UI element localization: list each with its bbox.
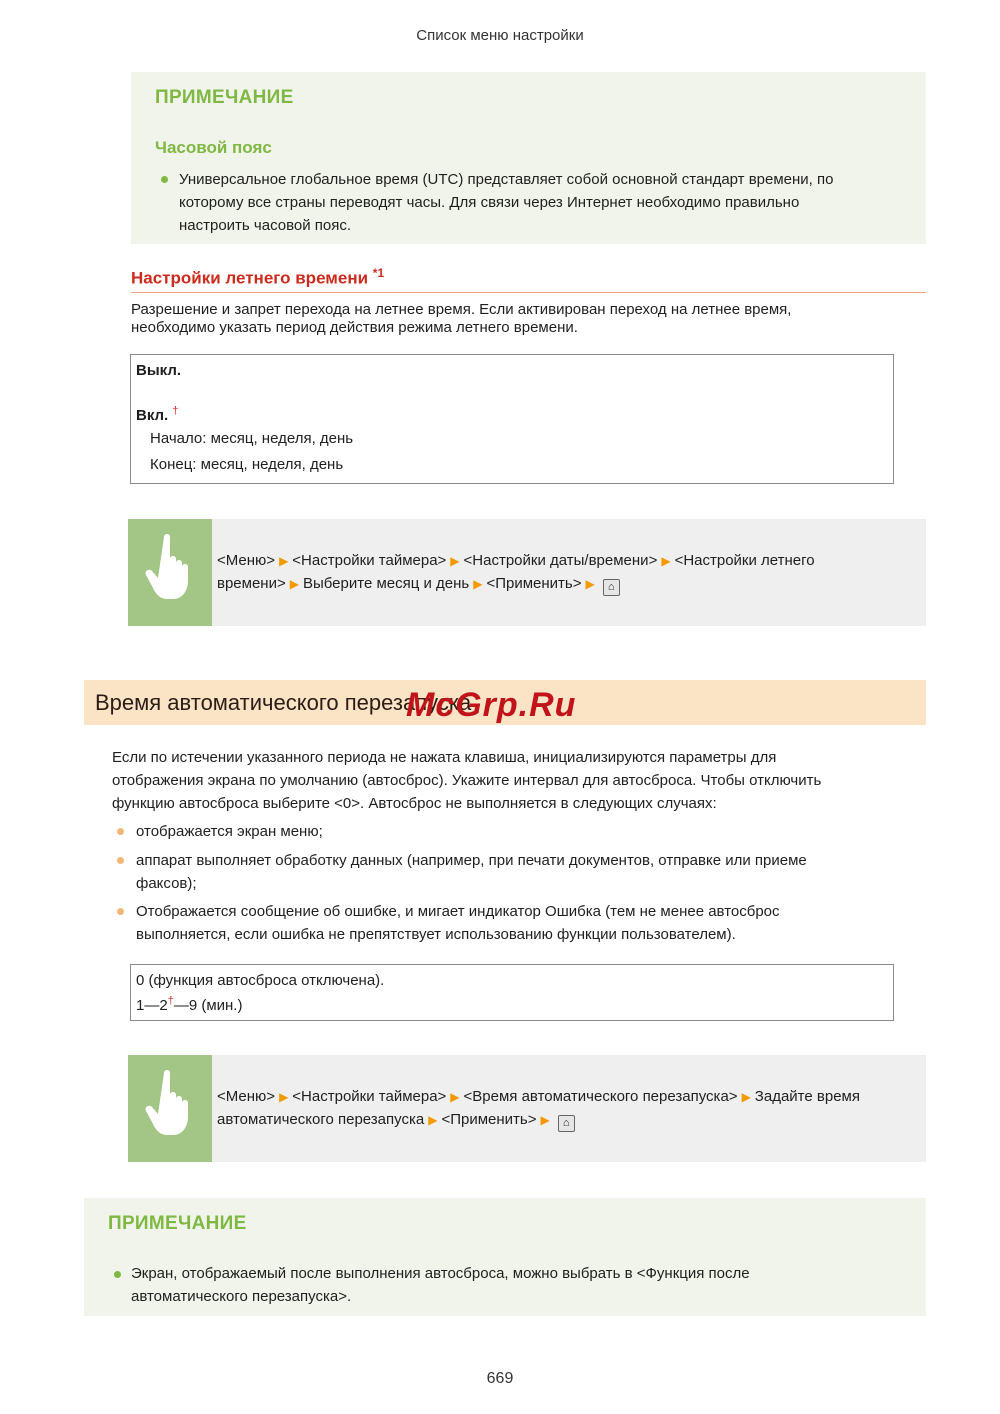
procedure-line: [217, 1108, 575, 1132]
section-rule: [131, 292, 926, 293]
note-title: ПРИМЕЧАНИЕ: [108, 1213, 247, 1234]
bullet-dot: [114, 1271, 121, 1278]
arrow-icon: ▶: [279, 554, 289, 568]
running-header: Список меню настройки: [416, 27, 584, 44]
home-icon: ⌂: [558, 1115, 575, 1132]
path-menu: <Меню>: [217, 1088, 276, 1105]
dst-desc-line: Разрешение и запрет перехода на летнее время. Если активирован переход на летнее время,: [131, 301, 792, 318]
section-title-text: Настройки летнего времени: [131, 268, 369, 288]
autoreset-bullet: аппарат выполняет обработку данных (например, при печати документов, отправке или приеме: [136, 852, 807, 869]
autoreset-intro-line: Если по истечении указанного периода не нажата клавиша, инициализируются параметры для: [112, 749, 777, 766]
bullet-dot: [117, 828, 124, 835]
path-timer: <Настройки таймера>: [292, 1088, 447, 1105]
dst-options-box: [130, 354, 894, 484]
footnote-marker: *1: [372, 266, 385, 280]
procedure-box-dst: [128, 519, 926, 626]
autoreset-bullet: отображается экран меню;: [136, 823, 323, 840]
note-text-line: Экран, отображаемый после выполнения автосброса, можно выбрать в <Функция после: [131, 1265, 750, 1282]
range-end: —9 (мин.): [173, 997, 243, 1014]
path-dst: <Настройки летнего: [674, 552, 815, 569]
arrow-icon: ▶: [661, 554, 671, 568]
hand-pointer-svg: [128, 519, 212, 626]
section-title-autoreset: Время автоматического перезапуска: [95, 690, 472, 715]
path-timer: <Настройки таймера>: [292, 552, 447, 569]
note-text-line: которому все страны переводят часы. Для связи через Интернет необходимо правильно: [179, 194, 800, 211]
note-title: ПРИМЕЧАНИЕ: [155, 87, 294, 108]
arrow-icon: ▶: [585, 577, 595, 591]
bullet-dot: [117, 857, 124, 864]
path-apply: <Применить>: [486, 575, 582, 592]
procedure-line: [217, 1085, 860, 1109]
autoreset-intro-line: функцию автосброса выберите <0>. Автосброс не выполняется в следующих случаях:: [112, 795, 717, 812]
option-zero: 0 (функция автосброса отключена).: [136, 972, 385, 989]
home-icon: ⌂: [603, 579, 620, 596]
autoreset-intro-line: отображения экрана по умолчанию (автосброс). Укажите интервал для автосброса. Чтобы отключить: [112, 772, 822, 789]
autoreset-options-box: [130, 964, 894, 1021]
arrow-icon: ▶: [450, 1090, 460, 1104]
path-menu: <Меню>: [217, 552, 276, 569]
arrow-icon: ▶: [741, 1090, 751, 1104]
hand-pointer-icon: [128, 519, 212, 626]
bullet-dot: [117, 908, 124, 915]
bullet-dot: [161, 176, 168, 183]
autoreset-bullet: Отображается сообщение об ошибке, и мигает индикатор Ошибка (тем не менее автосброс: [136, 903, 780, 920]
option-start: Начало: месяц, неделя, день: [150, 430, 354, 447]
option-end: Конец: месяц, неделя, день: [150, 456, 344, 473]
path-apply: <Применить>: [441, 1111, 537, 1128]
note-box-timezone: [131, 72, 926, 244]
note-text-line: Универсальное глобальное время (UTC) представляет собой основной стандарт времени, по: [179, 171, 834, 188]
arrow-icon: ▶: [450, 554, 460, 568]
path-autoreset: <Время автоматического перезапуска>: [463, 1088, 738, 1105]
option-off: Выкл.: [136, 362, 182, 379]
page-number: 669: [486, 1370, 514, 1387]
autoreset-bullet: выполняется, если ошибка не препятствует использованию функции пользователем).: [136, 926, 736, 943]
path-select: Выберите месяц и день: [302, 575, 470, 592]
procedure-line: [217, 572, 620, 596]
watermark: McGrp.Ru: [406, 686, 577, 724]
path-dst-cont: времени>: [217, 575, 286, 592]
arrow-icon: ▶: [289, 577, 299, 591]
arrow-icon: ▶: [473, 577, 483, 591]
option-on-label: Вкл.: [136, 407, 169, 424]
option-on: [136, 405, 179, 424]
arrow-icon: ▶: [540, 1113, 550, 1127]
section-band-autoreset: [84, 680, 926, 725]
autoreset-bullet: факсов);: [136, 875, 197, 892]
path-date: <Настройки даты/времени>: [463, 552, 658, 569]
arrow-icon: ▶: [279, 1090, 289, 1104]
default-dagger: †: [172, 405, 179, 417]
default-dagger: †: [167, 995, 174, 1007]
note-text-line: настроить часовой пояс.: [179, 217, 352, 234]
section-title-dst: [131, 266, 384, 289]
note-box-autoreset: [84, 1198, 926, 1316]
range-start: 1—2: [136, 997, 168, 1014]
path-set-cont: автоматического перезапуска: [217, 1111, 425, 1128]
dst-desc-line: необходимо указать период действия режима летнего времени.: [131, 319, 578, 336]
note-text-line: автоматического перезапуска>.: [131, 1288, 352, 1305]
procedure-line: [217, 549, 815, 573]
option-range: [136, 995, 242, 1014]
arrow-icon: ▶: [428, 1113, 438, 1127]
note-subtitle: Часовой пояс: [155, 138, 272, 157]
procedure-box-autoreset: [128, 1055, 926, 1162]
hand-pointer-icon: [128, 1055, 212, 1162]
path-set: Задайте время: [754, 1088, 860, 1105]
hand-pointer-svg: [128, 1055, 212, 1162]
